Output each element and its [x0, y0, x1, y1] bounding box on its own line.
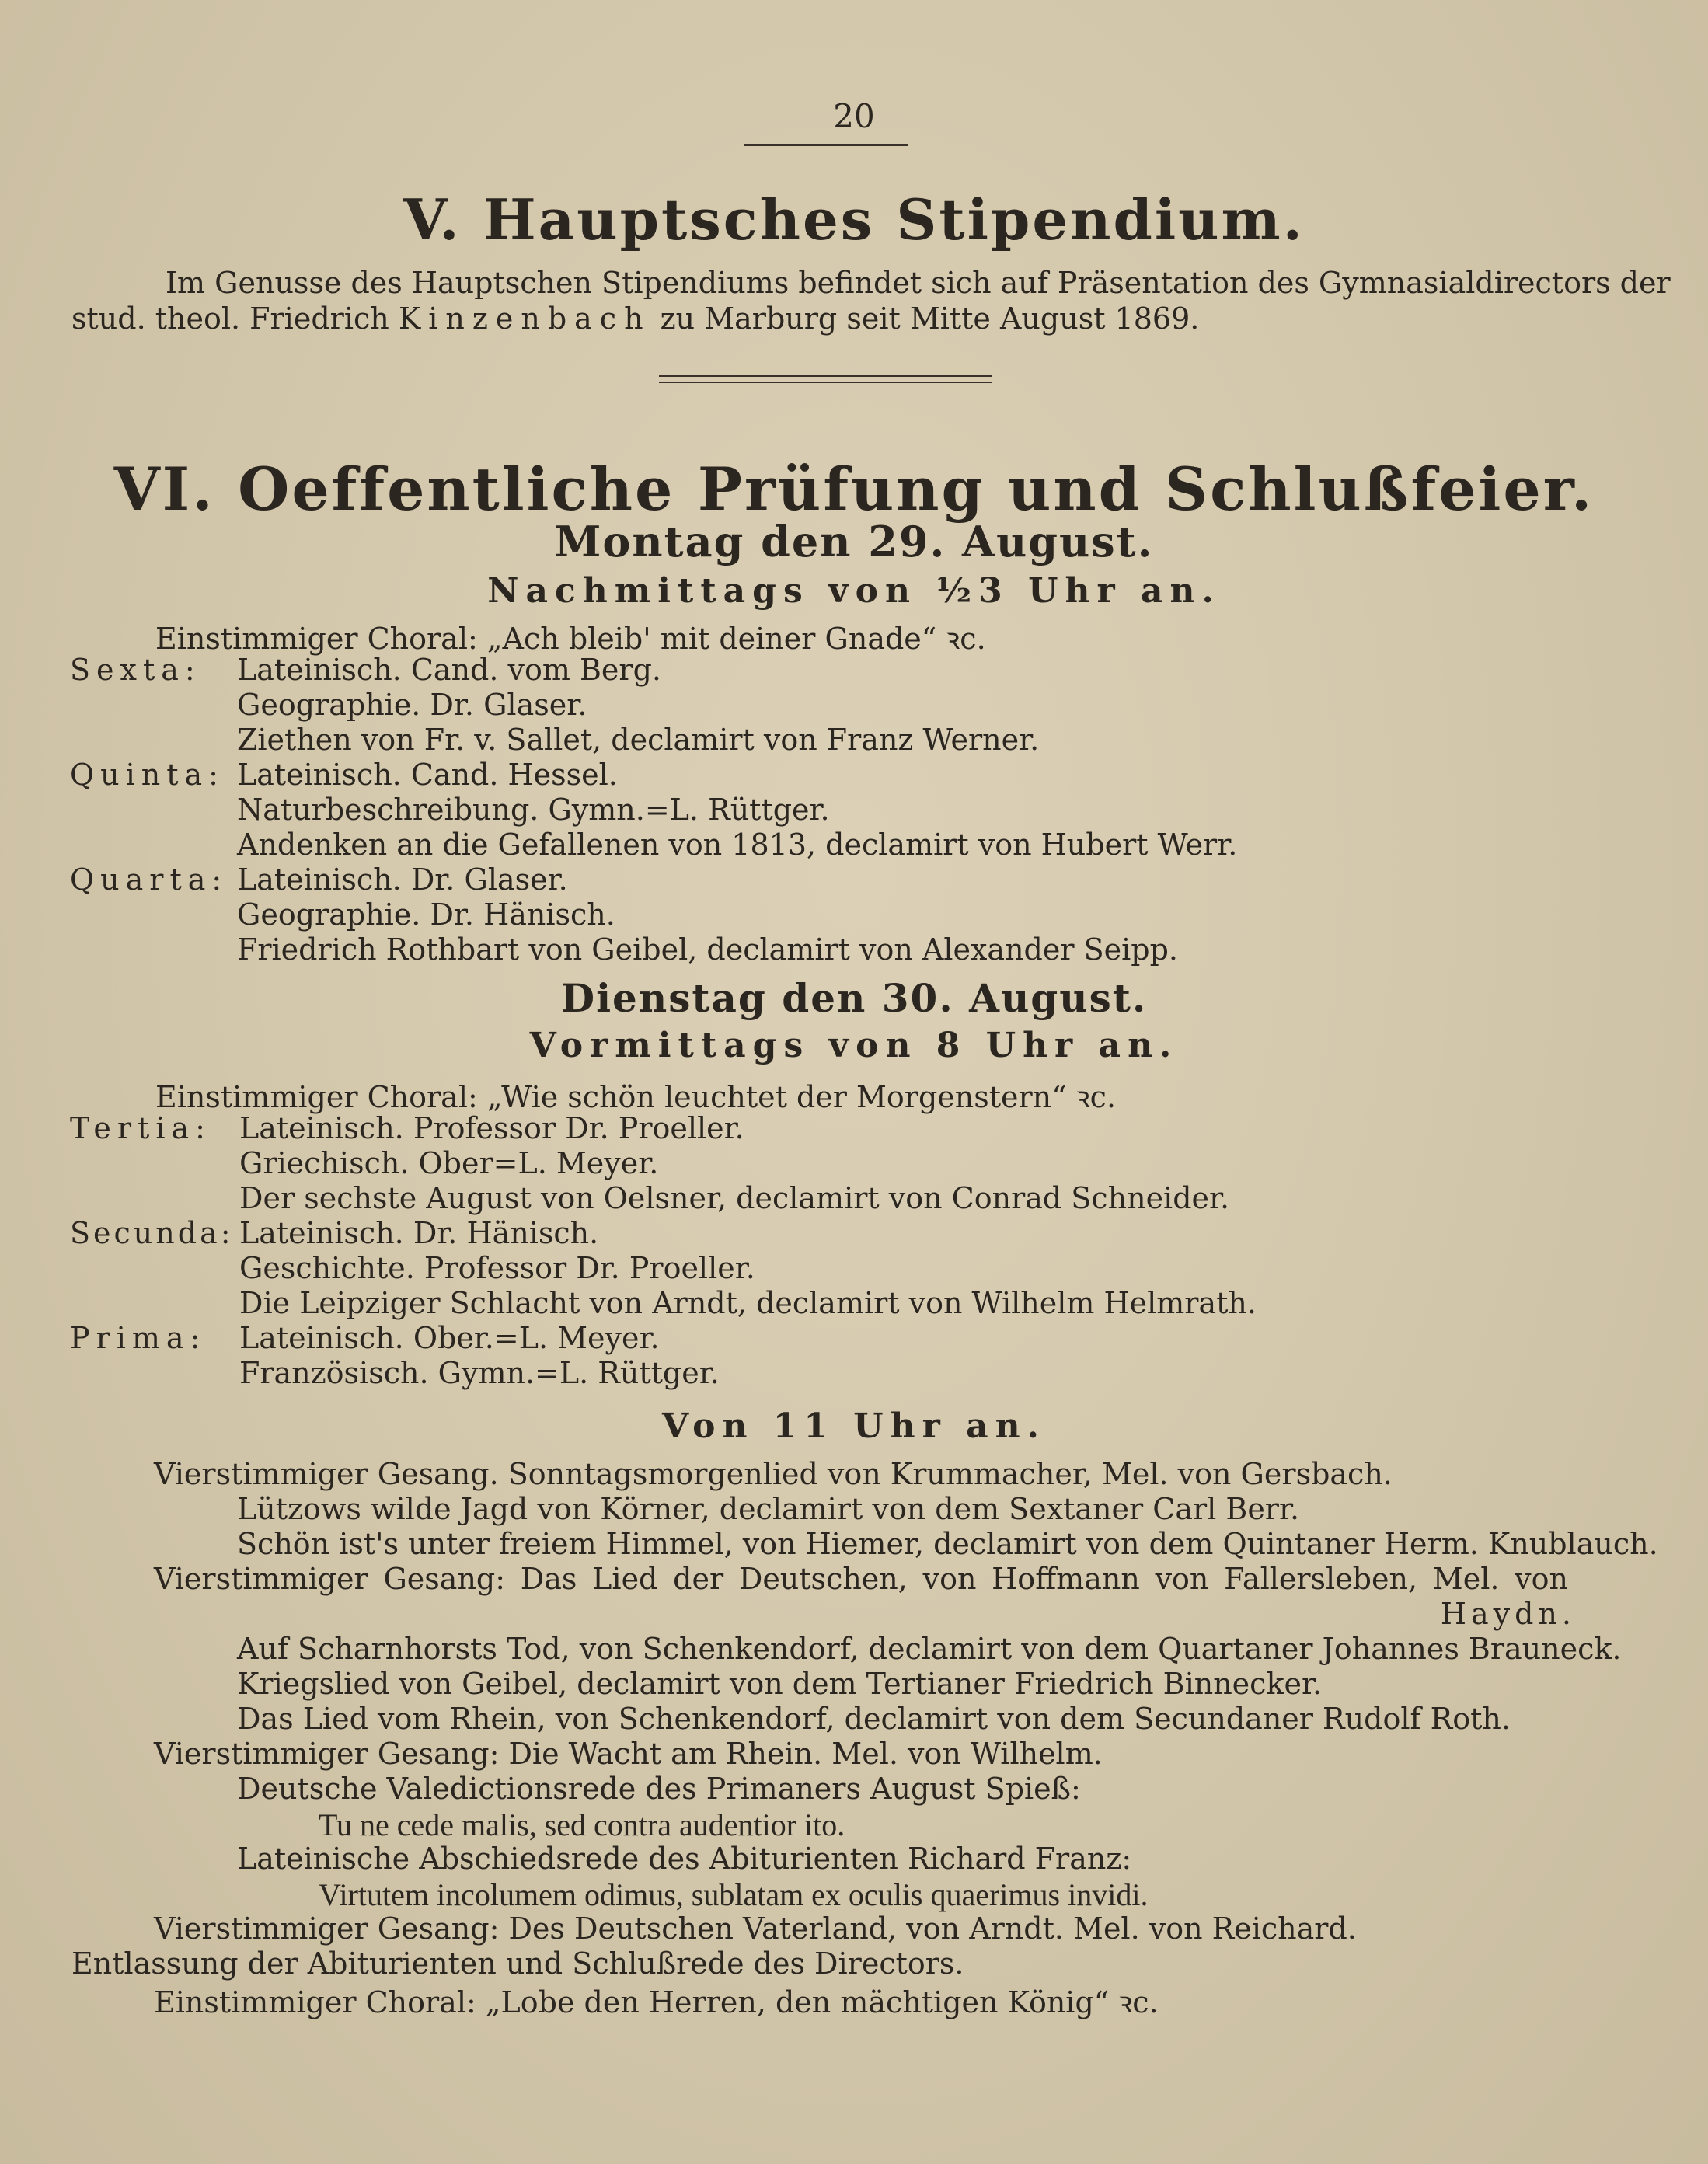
ceremony-time: Von 11 Uhr an. — [662, 1406, 1046, 1446]
quinta-line-2: Naturbeschreibung. Gymn.=L. Rüttger. — [237, 793, 830, 827]
sexta-line-2: Geographie. Dr. Glaser. — [237, 688, 587, 722]
quarta-line-1: Lateinisch. Dr. Glaser. — [237, 862, 568, 897]
ceremony-line-14: Entlassung der Abiturienten und Schlußrede des Directors. — [71, 1946, 964, 1981]
day-1-chorale: Einstimmiger Choral: „Ach bleib' mit deiner Gnade“ ꝛc. — [155, 622, 986, 656]
section-divider — [659, 375, 992, 383]
ceremony-line-4: Vierstimmiger Gesang: Das Lied der Deutschen, von Hoffmann von Fallersleben, Mel. von — [154, 1562, 1568, 1596]
header-rule — [744, 144, 908, 146]
day-2-time: Vormittags von 8 Uhr an. — [529, 1026, 1179, 1065]
tertia-line-3: Der sechste August von Oelsner, declamirt von Conrad Schneider. — [239, 1181, 1230, 1215]
section-5-text-line-2 — [71, 301, 1199, 336]
ceremony-line-5: Auf Scharnhorsts Tod, von Schenkendorf, declamirt von dem Quartaner Johannes Brauneck. — [237, 1632, 1622, 1666]
quarta-line-2: Geographie. Dr. Hänisch. — [237, 897, 615, 932]
ceremony-line-10: Tu ne cede malis, sed contra audentior ito. — [319, 1807, 845, 1842]
class-label-sexta: Sexta: — [70, 653, 201, 687]
ceremony-line-6: Kriegslied von Geibel, declamirt von dem Tertianer Friedrich Binnecker. — [237, 1667, 1323, 1701]
ceremony-line-7: Das Lied vom Rhein, von Schenkendorf, declamirt von dem Secundaner Rudolf Roth. — [237, 1702, 1511, 1736]
quinta-line-1: Lateinisch. Cand. Hessel. — [237, 758, 618, 792]
section-5-title: V. Hauptsches Stipendium. — [403, 186, 1305, 253]
quarta-line-3: Friedrich Rothbart von Geibel, declamirt von Alexander Seipp. — [237, 932, 1179, 967]
section-5-text-line-1: Im Genusse des Hauptschen Stipendiums befindet sich auf Präsentation des Gymnasialdirectors der — [166, 266, 1671, 300]
class-label-prima: Prima: — [70, 1321, 207, 1355]
name-kinzenbach: Kinzenbach — [398, 301, 651, 336]
secunda-line-1: Lateinisch. Dr. Hänisch. — [239, 1216, 599, 1250]
tertia-line-2: Griechisch. Ober=L. Meyer. — [239, 1146, 659, 1180]
ceremony-line-15: Einstimmiger Choral: „Lobe den Herren, den mächtigen König“ ꝛc. — [154, 1985, 1159, 2019]
section-6-title: VI. Oeffentliche Prüfung und Schlußfeier. — [113, 455, 1595, 524]
sexta-line-3: Ziethen von Fr. v. Sallet, declamirt von Franz Werner. — [237, 723, 1040, 757]
class-label-tertia: Tertia: — [70, 1111, 211, 1145]
secunda-line-2: Geschichte. Professor Dr. Proeller. — [239, 1251, 755, 1285]
day-2-chorale: Einstimmiger Choral: „Wie schön leuchtet der Morgenstern“ ꝛc. — [155, 1080, 1117, 1114]
ceremony-line-4-cont: Haydn. — [1440, 1597, 1576, 1631]
class-label-quarta: Quarta: — [70, 862, 228, 897]
day-1-heading: Montag den 29. August. — [554, 517, 1154, 566]
class-label-secunda: Secunda: — [70, 1216, 234, 1250]
day-1-time: Nachmittags von ½3 Uhr an. — [487, 571, 1221, 611]
ceremony-line-12: Virtutem incolumem odimus, sublatam ex oculis quaerimus invidi. — [319, 1877, 1149, 1912]
ceremony-line-8: Vierstimmiger Gesang: Die Wacht am Rhein. Mel. von Wilhelm. — [154, 1737, 1103, 1771]
prima-line-2: Französisch. Gymn.=L. Rüttger. — [239, 1356, 720, 1390]
ceremony-line-9: Deutsche Valedictionsrede des Primaners August Spieß: — [237, 1772, 1081, 1806]
page-number: 20 — [833, 97, 875, 135]
ceremony-line-2: Lützows wilde Jagd von Körner, declamirt von dem Sextaner Carl Berr. — [237, 1492, 1300, 1526]
secunda-line-3: Die Leipziger Schlacht von Arndt, declamirt von Wilhelm Helmrath. — [239, 1286, 1257, 1320]
ceremony-line-3: Schön ist's unter freiem Himmel, von Hiemer, declamirt von dem Quintaner Herm. Knublauch. — [237, 1527, 1658, 1561]
class-label-quinta: Quinta: — [70, 758, 225, 792]
ceremony-line-11: Lateinische Abschiedsrede des Abiturienten Richard Franz: — [237, 1842, 1132, 1876]
text-line-2-prefix: stud. theol. Friedrich — [71, 301, 389, 336]
quinta-line-3: Andenken an die Gefallenen von 1813, declamirt von Hubert Werr. — [237, 828, 1238, 862]
day-2-heading: Dienstag den 30. August. — [560, 975, 1148, 1021]
ceremony-line-1: Vierstimmiger Gesang. Sonntagsmorgenlied von Krummacher, Mel. von Gersbach. — [154, 1457, 1393, 1491]
text-line-2-suffix: zu Marburg seit Mitte August 1869. — [660, 301, 1200, 336]
prima-line-1: Lateinisch. Ober.=L. Meyer. — [239, 1321, 660, 1355]
ceremony-line-13: Vierstimmiger Gesang: Des Deutschen Vaterland, von Arndt. Mel. von Reichard. — [154, 1911, 1357, 1946]
tertia-line-1: Lateinisch. Professor Dr. Proeller. — [239, 1111, 744, 1145]
sexta-line-1: Lateinisch. Cand. vom Berg. — [237, 653, 661, 687]
